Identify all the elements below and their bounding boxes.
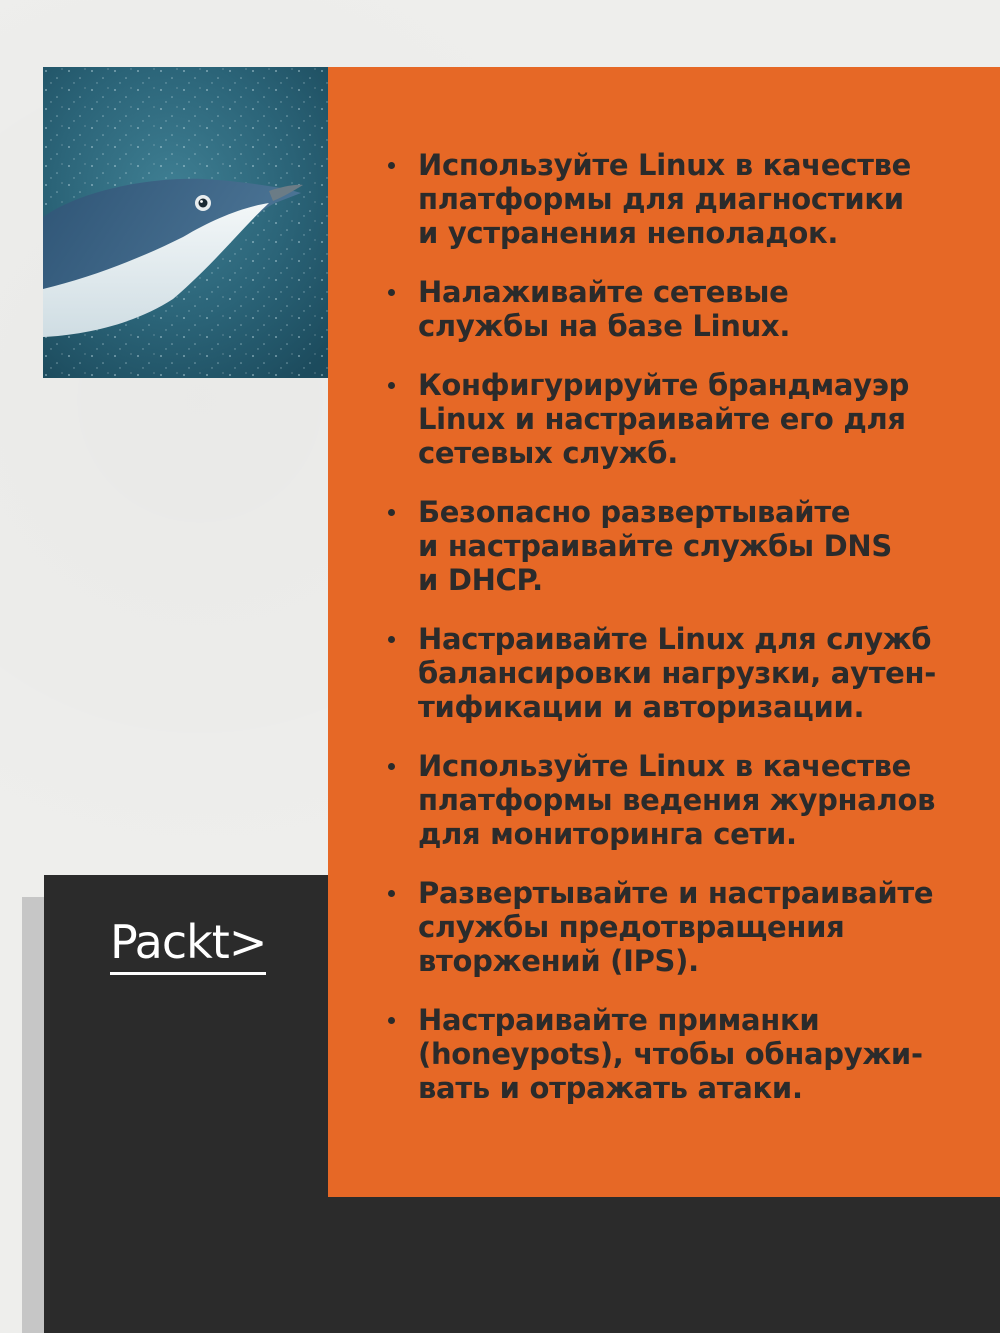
feature-line: Используйте Linux в качестве	[418, 749, 912, 783]
feature-line: Налаживайте сетевые	[418, 275, 789, 309]
feature-line: Настраивайте Linux для служб	[418, 622, 932, 656]
bullet-dot-icon	[388, 636, 395, 643]
feature-list	[328, 148, 968, 1130]
feature-line: Используйте Linux в качестве	[418, 148, 912, 182]
feature-line: Развертывайте и настраивайте	[418, 876, 934, 910]
feature-line: службы на базе Linux.	[418, 309, 791, 343]
feature-line: и настраивайте службы DNS	[418, 529, 892, 563]
feature-item	[328, 275, 968, 343]
feature-line: вторжений (IPS).	[418, 944, 699, 978]
feature-line: вать и отражать атаки.	[418, 1071, 803, 1105]
bullet-dot-icon	[388, 1017, 395, 1024]
feature-line: балансировки нагрузки, аутен-	[418, 656, 937, 690]
bullet-dot-icon	[388, 162, 395, 169]
feature-line: и устранения неполадок.	[418, 216, 839, 250]
feature-line: и DHCP.	[418, 563, 543, 597]
feature-item	[328, 749, 968, 851]
feature-item	[328, 148, 968, 250]
feature-line: тификации и авторизации.	[418, 690, 865, 724]
bullet-dot-icon	[388, 890, 395, 897]
penguin-photo	[43, 67, 329, 378]
feature-line: платформы ведения журналов	[418, 783, 936, 817]
feature-item	[328, 1003, 968, 1105]
feature-line: Настраивайте приманки	[418, 1003, 820, 1037]
bullet-dot-icon	[388, 289, 395, 296]
feature-line: Конфигурируйте брандмауэр	[418, 368, 910, 402]
features-panel	[328, 67, 1000, 1197]
packt-logo: Packt>	[110, 915, 266, 975]
bullet-dot-icon	[388, 509, 395, 516]
feature-line: Безопасно развертывайте	[418, 495, 851, 529]
feature-line: сетевых служб.	[418, 436, 678, 470]
feature-item	[328, 622, 968, 724]
feature-line: платформы для диагностики	[418, 182, 904, 216]
feature-line: Linux и настраивайте его для	[418, 402, 906, 436]
bullet-dot-icon	[388, 382, 395, 389]
feature-item	[328, 368, 968, 470]
feature-line: (honeypots), чтобы обнаружи-	[418, 1037, 923, 1071]
feature-line: для мониторинга сети.	[418, 817, 797, 851]
feature-item	[328, 495, 968, 597]
feature-item	[328, 876, 968, 978]
feature-line: службы предотвращения	[418, 910, 845, 944]
penguin-image	[43, 67, 329, 378]
bullet-dot-icon	[388, 763, 395, 770]
grey-shadow-block	[22, 897, 44, 1333]
